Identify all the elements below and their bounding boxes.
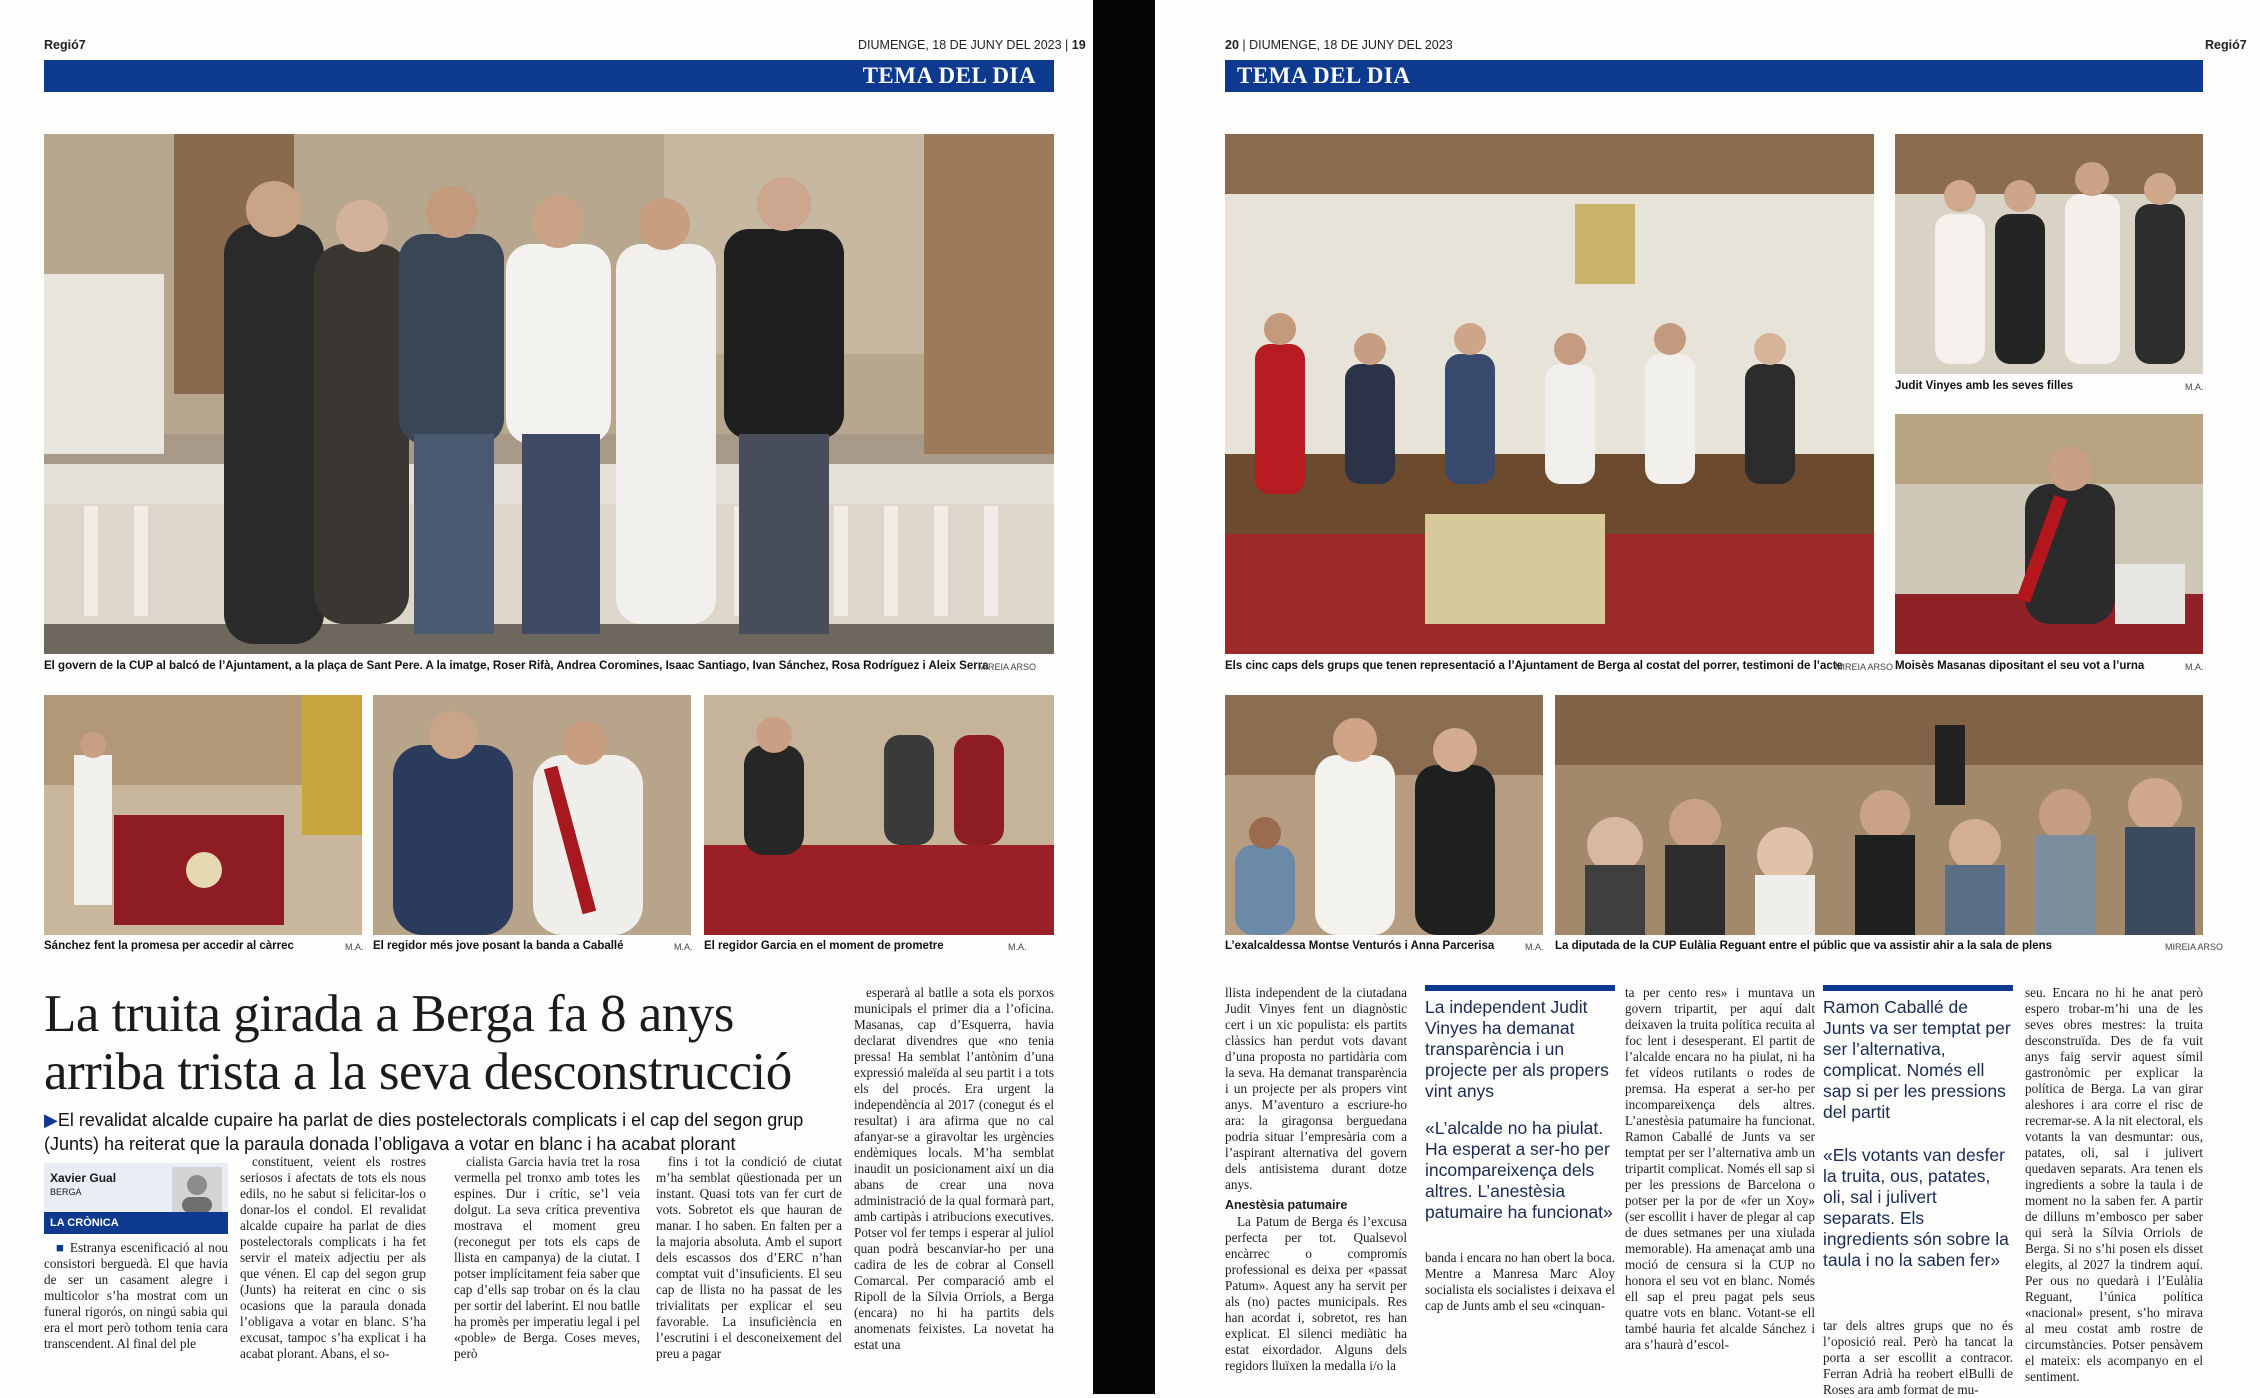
judit-photo-credit: M.A. <box>2185 382 2204 392</box>
left-page <box>0 0 1093 1394</box>
right-column-3: ta per cento res» i muntava un govern tripartit, per aquí dalt deixaven la truita política recuita al foc lent i desesperant. El partit de l’alcalde encara no ha piulat, ni ha fet vídeos rutilants o rodes de premsa. Ha esperat a ser-ho per incompareixença dels altres. L’anestèsia patumaire ha funcionat. Ramon Caballé de Junts va ser temptat per ser l’alternativa amb un tripartit complicat. Només ell sap si per les pressions de Barcelona o potser per la por de «fer un Xoy» (ser escollit i haver de plegar al cap de dues setmanes per una xiulada memorable). Ha amenaçat amb una moció de censura si la CUP no honora el seu vot en blanc. Només ell sap el preu pagat pels seus quatre vots en blanc. Votant-se ell també hauria fet alcalde Sánchez i ara s’haurà d’escol- <box>1625 985 1815 1352</box>
judit-photo-caption: Judit Vinyes amb les seves filles <box>1895 380 2074 392</box>
council-photo-caption: Els cinc caps dels grups que tenen representació a l’Ajuntament de Berga al costat del porrer, testimoni de l’acte <box>1225 660 1843 672</box>
byline-name: Xavier Gual <box>50 1171 117 1185</box>
left-column-2: constituent, veient els rostres seriosos i afectats de tots els nous edils, no he sabut si felicitar-los o donar-los el condol. El revalidat alcalde cupaire ha parlat de dies postelectorals complicats i ha fet servir el mateix adjectiu per als que vénen. El cap del segon grup (Junts) ha reiterat en cinc o sis ocasions que la paraula donada l’obligava a votar en blanc. S’ha excusat, tampoc s’ha explicat i ha acabat plorant. Abans, el so- <box>240 1154 426 1361</box>
main-photo-caption: El govern de la CUP al balcó de l’Ajuntament, a la plaça de Sant Pere. A la imatge, Roser Rifà, Andrea Coromines, Isaac Santiago, Ivan Sánchez, Rosa Rodríguez i Aleix Serra <box>44 660 989 672</box>
pull-quote-3-text: Ramon Caballé de Junts va ser temptat per ser l’alternativa, complicat. Només ell sap si per les pressions del partit <box>1823 997 2011 1122</box>
small-photo-3 <box>704 695 1054 935</box>
right-page-number: 20 <box>1225 38 1239 52</box>
start-square-icon: ■ <box>56 1240 70 1255</box>
left-section-label: TEMA DEL DIA <box>862 63 1036 88</box>
right-date: DIUMENGE, 18 DE JUNY DEL 2023 <box>1249 38 1453 52</box>
council-photo-credit: MIREIA ARSO <box>1835 662 1894 672</box>
standfirst-line-1: El revalidat alcalde cupaire ha parlat de dies postelectorals complicats i el cap del segon grup <box>57 1110 804 1130</box>
right-brand: Regió7 <box>2205 38 2247 52</box>
left-date: DIUMENGE, 18 DE JUNY DEL 2023 <box>858 38 1062 52</box>
main-photo <box>44 134 1054 654</box>
byline-section: LA CRÒNICA <box>44 1212 228 1234</box>
small-photo-1-caption: Sánchez fent la promesa per accedir al càrrec <box>44 940 294 952</box>
subhead: Anestèsia patumaire <box>1225 1198 1348 1212</box>
venturos-photo <box>1225 695 1543 935</box>
council-photo <box>1225 134 1874 654</box>
standfirst-arrow-icon: ▶ <box>44 1110 58 1130</box>
standfirst-line-2: (Junts) ha reiterat que la paraula donada l’obligava a votar en blanc i ha acabat plorant <box>44 1134 736 1154</box>
left-column-4: fins i tot la condició de ciutat m’ha semblat qüestionada per un instant. Quasi tots van fer curt de vots. Sobretot els que hauran de manar. I ho saben. En falten per a la majoria absoluta. Amb el suport dels escassos dos d’ERC n’han comptat vuit d’insuficients. El seu cap de llista no ha passat de les trivialitats per explicar el seu favorable. La insuficiència en l’escrutini i el desconeixement del preu a pagar <box>656 1154 842 1361</box>
headline-line-2: arriba trista a la seva desconstrucció <box>44 1043 792 1101</box>
standfirst <box>44 1108 844 1156</box>
small-photo-1-credit: M.A. <box>345 942 364 952</box>
masanas-photo-caption: Moisès Masanas dipositant el seu vot a l’urna <box>1895 660 2145 672</box>
left-column-1: ■ Estranya escenificació al nou consistori berguedà. El que havia de ser un casament alegre i multicolor s’ha mostrat com un funeral rigorós, on ningú sabia qui era el mort però tothom tenia cara transcendent. Al final del ple <box>44 1240 229 1351</box>
masanas-photo-credit: M.A. <box>2185 662 2204 672</box>
small-photo-2-credit: M.A. <box>674 942 693 952</box>
masanas-photo <box>1895 414 2203 654</box>
pull-quote-2-text: «L’alcalde no ha piulat. Ha esperat a ser-ho per incompareixença dels altres. L’anestèsia patumaire ha funcionat» <box>1425 1118 1613 1222</box>
venturos-photo-caption: L’exalcaldessa Montse Venturós i Anna Parcerisa <box>1225 940 1495 952</box>
pull-quote-3 <box>1823 985 2013 1270</box>
right-column-4: tar dels altres grups que no és l’oposició real. Però ha tancat la porta a ser escollit a contracor. Ferran Adrià ha reobert elBulli de Roses ara amb format de mu- <box>1823 1318 2013 1397</box>
left-section-banner <box>44 60 1054 92</box>
small-photo-3-caption: El regidor Garcia en el moment de prometre <box>704 940 944 952</box>
right-column-1: llista independent de la ciutadana Judit Vinyes fent un diagnòstic cert i un xic populista: els partits clàssics han perdut vots davant d’una proposta no partidària com la seva. Ha demanat transparència i un projecte per als propers vint anys. M’aventuro a escriure-ho ara: la giragonsa berguedana podria situar l’empresària com a l’aspirant alternativa del govern dels antisistema durant dotze anys. Anestèsia patumaire La Patum de Berga és l’excusa perfecta per tot. Qualsevol encàrrec o compromís professional es deixa per «passat Patum». Aquest any ha servit per als (no) pactes municipals. Res han acordat i, sobretot, res han explicat. El silenci mediàtic ha estat eixordador. Alguns dels regidors lluïxen la medalla i/o la <box>1225 985 1407 1373</box>
judit-photo <box>1895 134 2203 374</box>
pull-quote-4-text: «Els votants van desfer la truita, ous, patates, oli, sal i julivert separats. Els ingredients són sobre la taula i no la saben fer» <box>1823 1145 2009 1270</box>
byline-place: BERGA <box>50 1187 82 1197</box>
pull-quote-bar <box>1425 985 1615 991</box>
page-gutter <box>1093 0 1155 1394</box>
venturos-photo-credit: M.A. <box>1525 942 1544 952</box>
reguant-photo-caption: La diputada de la CUP Eulàlia Reguant entre el públic que va assistir ahir a la sala de plens <box>1555 940 2053 952</box>
small-photo-3-credit: M.A. <box>1008 942 1027 952</box>
pull-quote-bar-2 <box>1823 985 2013 991</box>
pull-quote-1 <box>1425 985 1615 1235</box>
left-date-folio: DIUMENGE, 18 DE JUNY DEL 2023 | 19 <box>858 38 1086 52</box>
small-photo-2 <box>373 695 691 935</box>
byline-box <box>44 1163 228 1234</box>
right-page <box>1155 0 2260 1397</box>
right-section-label: TEMA DEL DIA <box>1237 63 1411 88</box>
right-column-2: banda i encara no han obert la boca. Mentre a Manresa Marc Aloy socialista els socialistes i deixava el cap de Junts amb el seu «cinquan- <box>1425 1250 1615 1313</box>
pull-quote-1-text: La independent Judit Vinyes ha demanat transparència i un projecte per als propers vint anys <box>1425 997 1609 1101</box>
right-column-5: seu. Encara no hi he anat però espero trobar-m’hi una de les seves obres mestres: la truita desconstruïda. Des de fa vuit anys faig servir aquest símil gastronòmic per explicar la política de Berga. La van girar aleshores i ara corre el risc de recremar-se. A la nit electoral, els votants la van desmuntar: ous, patates, oli, sal i julivert quedaven separats. Ara tenen els ingredients a sobre la taula i de moment no la saben fer. A partir de dilluns m’embosco per saber qui serà la Sílvia Orriols de Berga. Si no s’hi posen els disset elegits, al 2027 la tindrem aquí. Per ous no quedarà i l’Eulàlia Reguant, l’única política «nacional» present, s’ho mirava al meu costat amb rostre de circumstàncies. Potser pensàvem el mateix: els acompanyo en el sentiment. <box>2025 985 2203 1384</box>
left-page-number: 19 <box>1071 38 1086 52</box>
headline-line-1: La truita girada a Berga fa 8 anys <box>44 985 734 1043</box>
author-portrait-icon <box>172 1167 222 1213</box>
right-section-banner <box>1225 60 2203 92</box>
main-photo-credit: MIREIA ARSO <box>978 662 1037 672</box>
reguant-photo-credit: MIREIA ARSO <box>2165 942 2224 952</box>
left-column-3: cialista Garcia havia tret la rosa vermella pel tronxo amb totes les espines. Dur i crític, se’l veia dolgut. La seva crítica preventiva mostrava el moment greu (reconegut per tots els caps de llista en campanya) de la ciutat. I potser implícitament feia saber que cap d’ells sap trobar on és la clau per sortir del laberint. El nou batlle ha promès per imperatiu legal i pel «poble» de Berga. Coses meves, però <box>454 1154 640 1361</box>
small-photo-2-caption: El regidor més jove posant la banda a Caballé <box>373 940 624 952</box>
left-brand: Regió7 <box>44 38 86 52</box>
reguant-photo <box>1555 695 2203 935</box>
right-date-folio: 20 | DIUMENGE, 18 DE JUNY DEL 2023 <box>1225 38 1453 52</box>
left-column-5: esperarà al batlle a sota els porxos municipals el primer dia a l’oficina. Masanas, cap d’Esquerra, havia declarat divendres que «no tenia pressa! Ha semblat l’antònim d’una expressió maleïda al seu partit i a tots els del procés. Era urgent la independència al 2017 (conegut és el resultat) i ara afirma que no cal afanyar-se a giravoltar les urgències endèmiques locals. M’ha semblat inaudit un posicionament així un dia abans de crear una nova administració de la qual formarà part, amb cartipàs i atribucions executives. Potser vol fer temps i esperar al juliol quan podrà bescanviar-ho per una cadira de les de cobrar al Consell Comarcal. Per comparació amb el Ripoll de la Sílvia Orriols, a Berga (encara) no hi ha partits dels anomenats feixistes. La novetat ha estat una <box>854 985 1054 1352</box>
small-photo-1 <box>44 695 362 935</box>
